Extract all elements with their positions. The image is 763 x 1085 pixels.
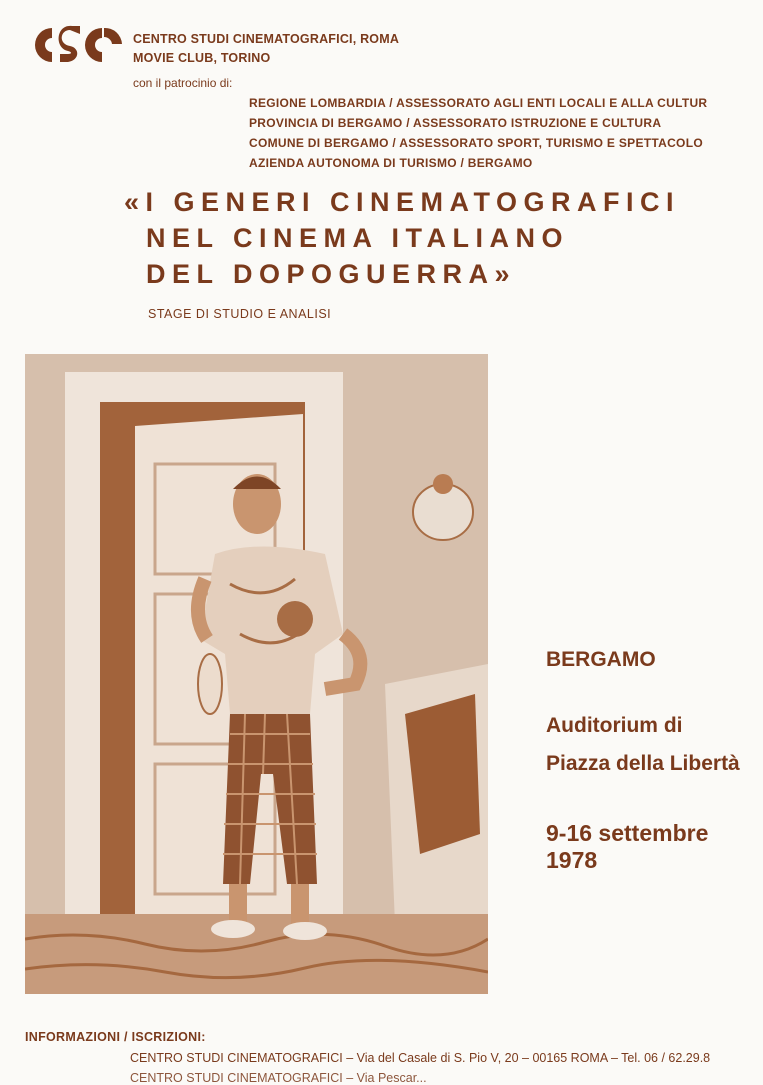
poster-subtitle: STAGE DI STUDIO E ANALISI [148,307,332,321]
venue-line: Auditorium di [546,714,683,737]
info-label: INFORMAZIONI / ISCRIZIONI: [25,1030,206,1044]
title-line: «I GENERI CINEMATOGRAFICI [124,187,681,217]
patronage-label: con il patrocinio di: [133,76,233,90]
event-venue [546,707,740,783]
sponsor-line: COMUNE DI BERGAMO / ASSESSORATO SPORT, TURISMO E SPETTACOLO [249,136,703,150]
organizations [133,30,399,68]
sponsor-line: PROVINCIA DI BERGAMO / ASSESSORATO ISTRUZIONE E CULTURA [249,116,662,130]
event-city: BERGAMO [546,648,656,671]
poster-title [124,184,680,292]
info-line: CENTRO STUDI CINEMATOGRAFICI – Via Pescar... [130,1071,427,1085]
org-name: MOVIE CLUB, TORINO [133,51,271,65]
org-name: CENTRO STUDI CINEMATOGRAFICI, ROMA [133,32,400,46]
event-dates: 9-16 settembre 1978 [546,820,709,873]
sponsor-line: REGIONE LOMBARDIA / ASSESSORATO AGLI ENTI LOCALI E ALLA CULTUR [249,96,708,110]
title-line: NEL CINEMA ITALIANO [146,223,569,253]
csc-logo [30,22,125,68]
sponsor-list [249,93,707,173]
title-line: DEL DOPOGUERRA» [146,259,517,289]
venue-line: Piazza della Libertà [546,752,740,775]
sponsor-line: AZIENDA AUTONOMA DI TURISMO / BERGAMO [249,156,533,170]
sepia-photograph [25,354,488,994]
info-line: CENTRO STUDI CINEMATOGRAFICI – Via del Casale di S. Pio V, 20 – 00165 ROMA – Tel. 06 / 62.29.8 [130,1051,711,1065]
